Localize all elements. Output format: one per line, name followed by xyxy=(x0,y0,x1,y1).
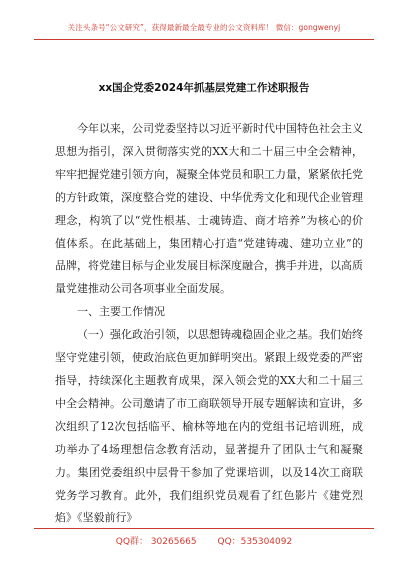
intro-paragraph: 今年以来，公司党委坚持以习近平新时代中国特色社会主义思想为指引，深入贯彻落实党的XX大和二十届三中全会精神，牢牢把握党建引领方向，凝聚全体党员和职工力量，紧紧依托党的方针政策，深度整合党的建设、中华优秀文化和现代企业管理理念，构筑了以“党性根基、士魂铸造、商才培养”为核心的价值体系。在此基础上，集团精心打造“党建铸魂、建功立业”的品牌，将党建目标与企业发展目标深度融合，携手并进，以高质量党建推动公司各项事业全面发展。 xyxy=(55,122,363,296)
qq-contact-label: QQ：535304092 xyxy=(217,537,293,547)
header-banner: 关注头条号“公文研究”，获得最新最全最专业的公文资料库！ 微信：gongwenyj xyxy=(67,23,341,32)
section-heading: 一、主要工作情况 xyxy=(77,305,165,319)
qq-group-label: QQ群： 30265665 xyxy=(115,537,197,547)
document-body xyxy=(55,118,363,530)
document-title: xx国企党委2024年抓基层党建工作述职报告 xyxy=(98,82,310,94)
header-divider xyxy=(34,39,374,40)
footer-contacts xyxy=(0,534,408,547)
footer-divider xyxy=(34,528,374,529)
section-paragraph: （一）强化政治引领，以思想铸魂稳固企业之基。我们始终坚守党建引领，使政治底色更加鲜明突出。紧跟上级党委的严密指导，持续深化主题教育成果，深入领会党的XX大和二十届三中全会精神。公司邀请了市工商联领导开展专题解读和宣讲，多次组织了12次包括临平、榆林等地在内的党组书记培训班，成功举办了4场理想信念教育活动，显著提升了团队士气和凝聚力。集团党委组织中层骨干参加了党课培训，以及14次工商联党务学习教育。此外，我们组织党员观看了红色影片《建党烈焰》《坚毅前行》 xyxy=(55,328,363,525)
